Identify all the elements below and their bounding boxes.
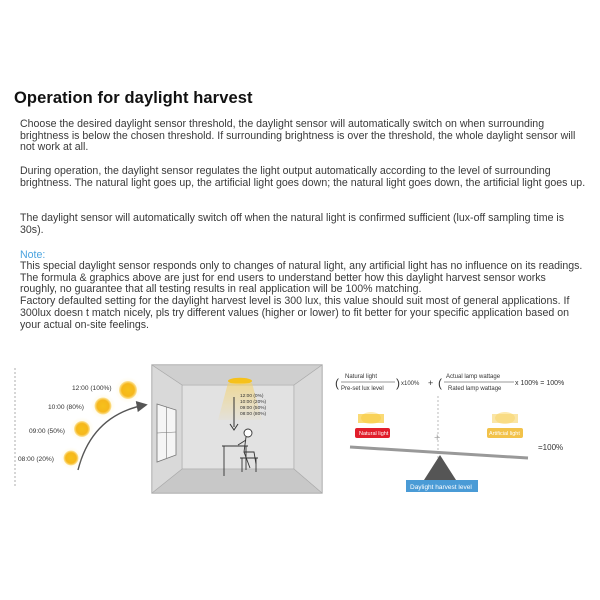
paragraph-regulation: During operation, the daylight sensor regulates the light output automatically according to the level of surrounding brightness. The natural light goes up, the artificial light goes down; the natural light goes down, the artificial light goes up. bbox=[20, 165, 586, 189]
scale-plus: + bbox=[434, 432, 441, 444]
natural-light-lamp bbox=[355, 412, 390, 438]
note-label: Note: bbox=[20, 249, 46, 261]
sun-0900 bbox=[29, 417, 94, 441]
note-line: Factory defaulted setting for the daylight harvest level is 300 lux, this value should suit most of general applications. If bbox=[20, 295, 570, 308]
sun-time-label: 08:00 (20%) bbox=[18, 456, 54, 463]
artificial-light-lamp bbox=[487, 412, 523, 438]
paragraph-threshold: Choose the desired daylight sensor threshold, the daylight sensor will automatically switch on when surrounding brightness is below the chosen threshold. If surrounding brightness is over the threshold, the whole daylight sensor will not work at all. bbox=[20, 118, 576, 154]
lamp-level: 10:00 (20%) bbox=[240, 400, 267, 405]
sun-icon bbox=[119, 381, 137, 399]
sun-icon bbox=[64, 451, 79, 466]
lamp-level: 09:00 (50%) bbox=[240, 406, 267, 411]
times-100-label: x100% bbox=[401, 381, 420, 387]
artificial-light-tag-text: Artificial light bbox=[489, 431, 520, 437]
note-line: 300lux doesn t match nicely, pls try different values (higher or lower) to fit better for your specific application based on bbox=[20, 306, 569, 319]
formula bbox=[335, 374, 564, 392]
lamp-level: 08:00 (80%) bbox=[240, 412, 267, 417]
room-illustration bbox=[152, 365, 322, 493]
paragraph-switch-off: The daylight sensor will automatically switch off when the natural light is confirmed sufficient (lux-off sampling time is 30s). bbox=[20, 212, 565, 236]
times-100-equals-label: x 100% = 100% bbox=[515, 380, 565, 387]
natural-light-tag-text: Natural light bbox=[359, 431, 389, 437]
lamp-level: 12:00 (0%) bbox=[240, 394, 264, 399]
sun-icon bbox=[95, 398, 112, 415]
sun-time-label: 10:00 (80%) bbox=[48, 404, 84, 411]
note-line: The formula & graphics above are just for end users to understand better how this daylight harvest sensor works bbox=[20, 271, 546, 284]
sun-time-label: 09:00 (50%) bbox=[29, 428, 65, 435]
page-title: Operation for daylight harvest bbox=[14, 89, 253, 107]
note-line: roughly, no guarantee that all testing results in real application will be 100% matching. bbox=[20, 283, 422, 296]
daylight-harvest-label: Daylight harvest level bbox=[410, 484, 472, 491]
actual-wattage-label: Actual lamp wattage bbox=[446, 374, 501, 380]
note-line: your actual on-site feelings. bbox=[20, 318, 149, 331]
close-paren: ) bbox=[396, 376, 400, 390]
preset-lux-label: Pre-set lux level bbox=[341, 386, 384, 392]
sun-1000 bbox=[48, 394, 116, 419]
open-paren: ( bbox=[438, 376, 442, 390]
sun-time-label: 12:00 (100%) bbox=[72, 385, 112, 392]
sun-0800 bbox=[18, 447, 82, 469]
sun-icon bbox=[74, 421, 90, 437]
natural-light-label: Natural light bbox=[345, 374, 378, 380]
open-paren: ( bbox=[335, 376, 339, 390]
plus-sign: + bbox=[428, 378, 434, 388]
rated-wattage-label: Rated lamp wattage bbox=[448, 386, 502, 392]
note-line: This special daylight sensor responds only to changes of natural light, any artificial light has no influence on its readings. bbox=[20, 260, 583, 272]
equals-100-label: =100% bbox=[538, 443, 564, 452]
scale-beam bbox=[350, 447, 528, 458]
scale-fulcrum bbox=[424, 455, 456, 480]
